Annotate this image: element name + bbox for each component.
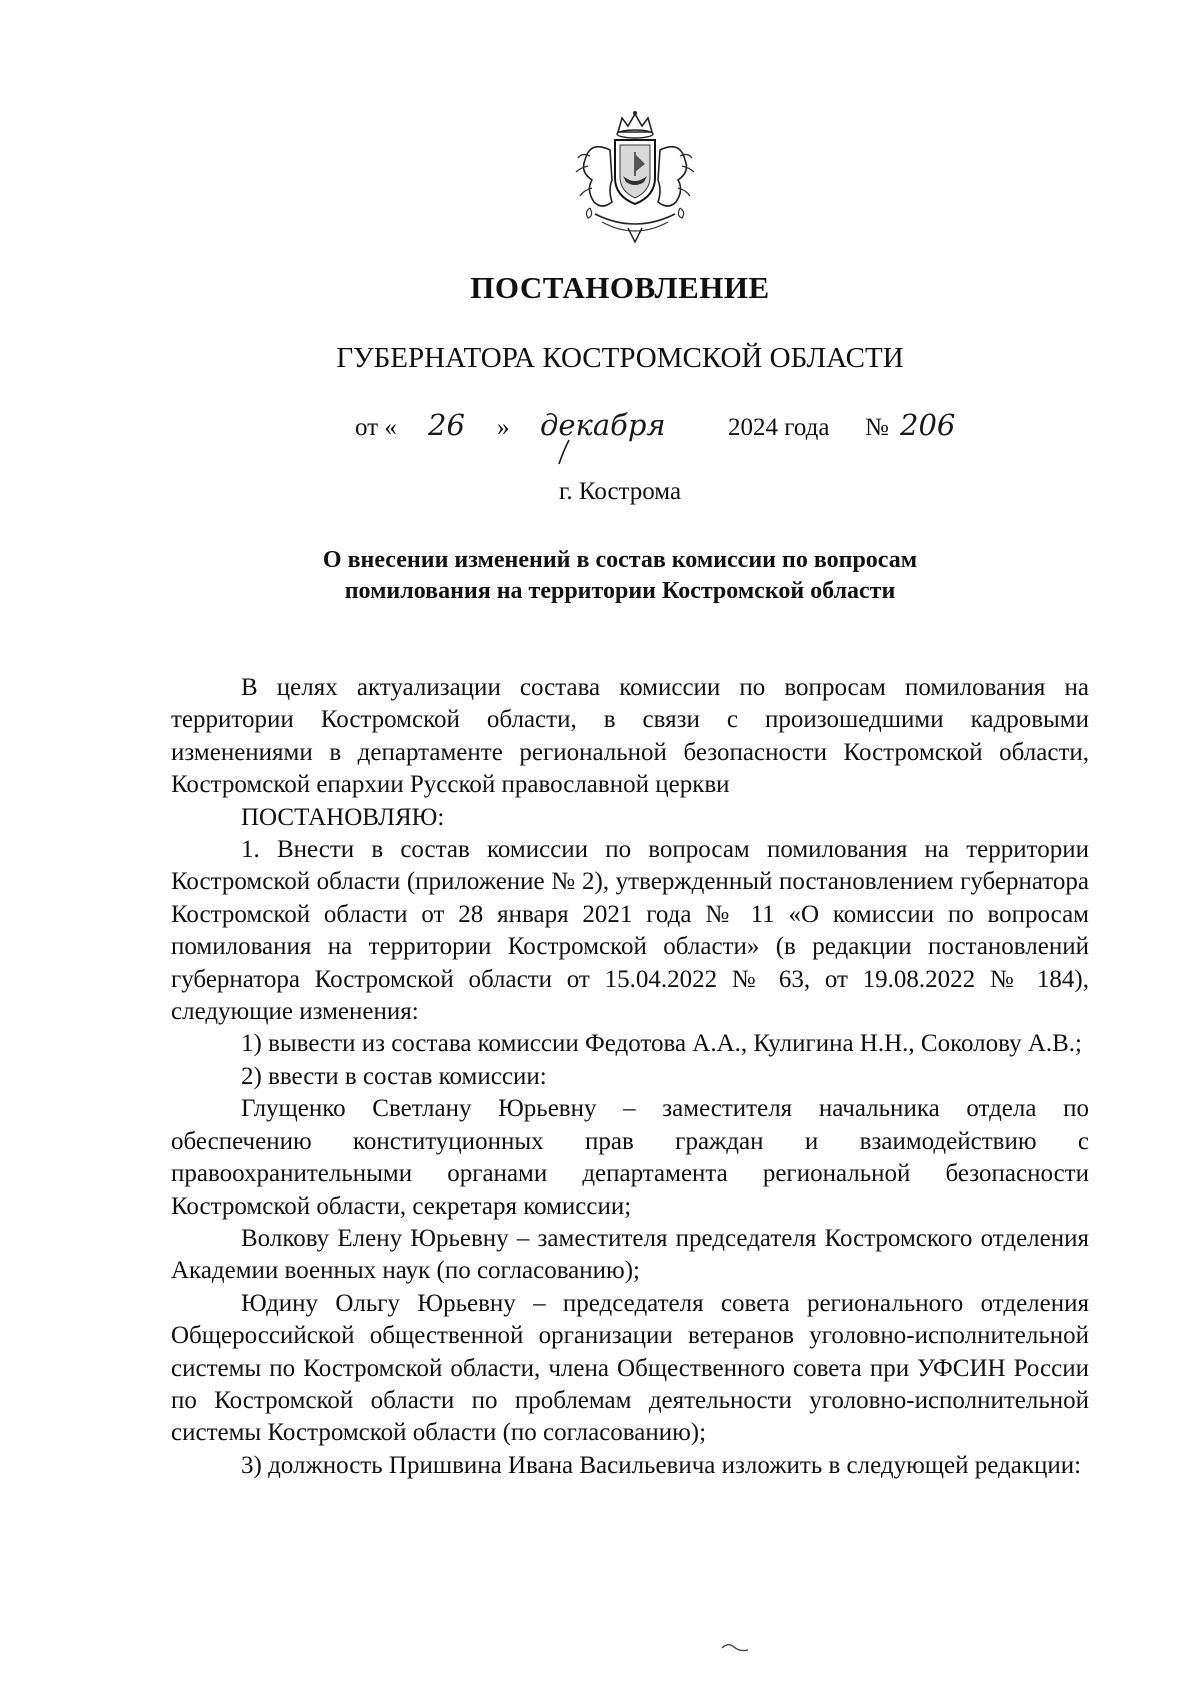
year-text: 2024 года (728, 414, 830, 441)
subject-line-1: О внесении изменений в состав комиссии по вопросам (322, 547, 918, 573)
number-prefix: № (865, 414, 889, 441)
item-1-paragraph: 1. Внести в состав комиссии по вопросам помилования на территории Костромской области (приложение № 2), утвержденный постановлением губернатора Костромской области от 28 января 2021 года № 11 «О комиссии по вопросам помилования на территории Костромской области» (в редакции постановлений губернатора Костромской области от 15.04.2022 № 63, от 19.08.2022 № 184), следующие изменения: (171, 836, 1089, 1026)
member-glushchenko-paragraph: Глущенко Светлану Юрьевну – заместителя начальника отдела по обеспечению конституционных прав граждан и взаимодействию с правоохранительными органами департамента региональной безопасности Костромской области, секретаря комиссии; (171, 1095, 1089, 1220)
member-yudina-paragraph: Юдину Ольгу Юрьевну – председателя совета регионального отделения Общероссийской общественной организации ветеранов уголовно-исполнительной системы по Костромской области, члена Общественного совета при УФСИН России по Костромской области по проблемам деятельности уголовно-исполнительной системы Костромской области (по согласованию); (171, 1289, 1089, 1447)
coat-of-arms-icon (550, 110, 720, 250)
issuer-title: ГУБЕРНАТОРА КОСТРОМСКОЙ ОБЛАСТИ (336, 342, 904, 374)
resolve-heading: ПОСТАНОВЛЯЮ: (241, 803, 445, 831)
day-close-quote: » (497, 414, 510, 441)
day-handwritten: 26 (428, 408, 465, 442)
month-handwritten: декабря (540, 408, 666, 442)
handwriting-stroke-icon (553, 438, 575, 466)
date-number-line (355, 408, 975, 468)
number-handwritten: 206 (900, 408, 956, 442)
subject-line-2: помилования на территории Костромской области (344, 578, 896, 604)
member-volkova-paragraph: Волкову Елену Юрьевну – заместителя председателя Костромского отделения Академии военных наук (по согласованию); (171, 1224, 1089, 1285)
page-mark-icon (720, 1640, 750, 1656)
document-body (171, 672, 1089, 1482)
document-subject (0, 545, 1200, 607)
document-type-title: ПОСТАНОВЛЕНИЕ (470, 270, 770, 305)
subitem-1-paragraph: 1) вывести из состава комиссии Федотова А.А., Кулигина Н.Н., Соколову А.В.; (241, 1030, 1082, 1058)
date-prefix: от « (355, 414, 397, 441)
city-line: г. Кострома (558, 478, 682, 505)
preamble-paragraph: В целях актуализации состава комиссии по вопросам помилования на территории Костромской области, в связи с произошедшими кадровыми изменениями в департаменте региональной безопасности Костромской области, Костромской епархии Русской православной церкви (171, 674, 1089, 799)
subitem-3-paragraph: 3) должность Пришвина Ивана Васильевича изложить в следующей редакции: (241, 1451, 1082, 1479)
subitem-2-paragraph: 2) ввести в состав комиссии: (241, 1062, 547, 1090)
